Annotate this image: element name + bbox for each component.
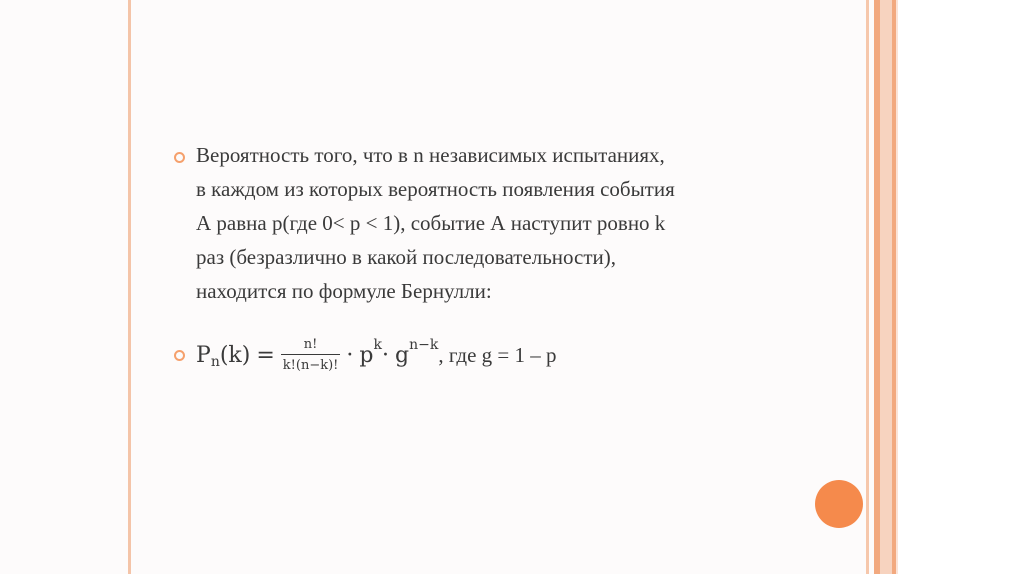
bernoulli-formula [196, 330, 828, 380]
paragraph-line: в каждом из которых вероятность появления события [196, 177, 675, 201]
right-margin [898, 0, 1024, 574]
formula-dot: · [381, 342, 389, 368]
formula-equals: = [256, 342, 275, 368]
formula-p: p [359, 342, 374, 368]
right-decor-stripe [880, 0, 892, 574]
paragraph-line: находится по формуле Бернулли: [196, 279, 492, 303]
right-decor-stripe [866, 0, 869, 574]
formula-arg: (k) [219, 342, 251, 368]
bullet-paragraph [168, 138, 828, 308]
orange-circle-decor [815, 480, 863, 528]
formula-g: g [394, 342, 410, 368]
fraction-denominator: k!(n−k)! [282, 358, 339, 373]
formula-fraction [281, 337, 341, 373]
bullet-ring-icon [174, 152, 185, 163]
paragraph-line: раз (безразлично в какой последовательности), [196, 245, 617, 269]
bullet-formula [168, 330, 828, 380]
paragraph-line: А равна p(где 0< p < 1), событие А наступит ровно k [196, 211, 666, 235]
formula-p-exponent: k [373, 337, 382, 353]
formula-P-subscript: n [210, 354, 220, 370]
paragraph-line: Вероятность того, что в n независимых испытаниях, [196, 143, 665, 167]
formula-tail: , где g = 1 – p [438, 342, 557, 367]
formula-P: P [196, 342, 211, 368]
formula-dot: · [346, 342, 354, 368]
left-decor-line [128, 0, 131, 574]
formula-g-exponent: n−k [409, 337, 439, 353]
fraction-numerator: n! [303, 337, 318, 352]
bernoulli-description [196, 138, 828, 308]
bullet-ring-icon [174, 350, 185, 361]
slide-content [168, 138, 828, 380]
